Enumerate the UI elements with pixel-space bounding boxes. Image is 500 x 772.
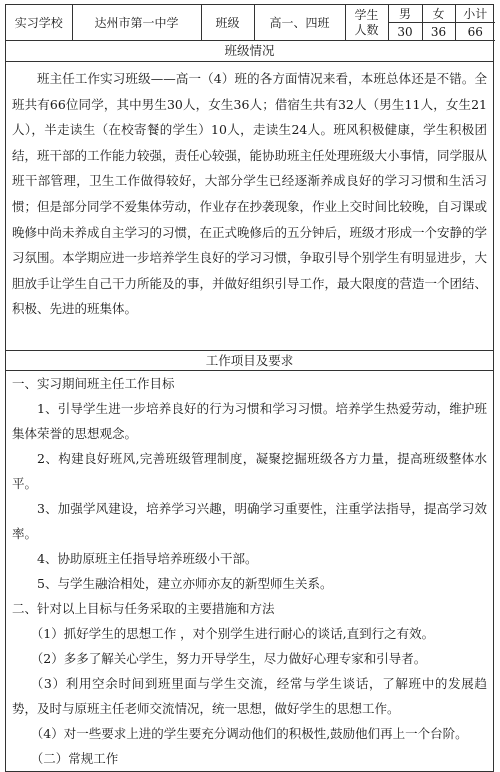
male-label: 男 <box>388 5 422 23</box>
students-label: 学生 人数 <box>345 5 388 41</box>
school-value: 达州市第一中学 <box>72 5 201 41</box>
goal-heading: 一、实习期间班主任工作目标 <box>12 376 175 391</box>
measure-item: （4）对一些要求上进的学生要充分调动他们的积极性,鼓励他们再上一个台阶。 <box>30 726 468 741</box>
male-count: 30 <box>388 23 422 41</box>
goal-item: 3、加强学风建设，培养学习兴趣，明确学习重要性，注重学法指导，提高学习效率。 <box>12 501 487 541</box>
goal-item: 2、构建良好班风,完善班级管理制度，凝聚挖掘班级各方力量，提高班级整体水平。 <box>12 451 487 491</box>
goal-item: 5、与学生融洽相处，建立亦师亦友的新型师生关系。 <box>37 576 333 591</box>
header-table <box>6 5 495 41</box>
requirements-title: 工作项目及要求 <box>6 351 493 371</box>
total-count: 66 <box>455 23 495 41</box>
goal-item: 4、协助原班主任指导培养班级小干部。 <box>37 551 258 566</box>
document-page <box>5 4 494 772</box>
school-label: 实习学校 <box>6 5 72 41</box>
measure-item: （2）多多了解关心学生，努力开导学生，尽力做好心理专家和引导者。 <box>30 651 427 666</box>
routine-heading: （二）常规工作 <box>30 751 119 766</box>
situation-title: 班级情况 <box>6 41 493 62</box>
measures-heading: 二、针对以上目标与任务采取的主要措施和方法 <box>12 601 275 616</box>
goal-item: 1、引导学生进一步培养良好的行为习惯和学习习惯。培养学生热爱劳动，维护班集体荣誉的思想观念。 <box>12 401 487 441</box>
measure-item: （3）利用空余时间到班里面与学生交流，经常与学生谈话，了解班中的发展趋势，及时与原班主任老师交流情况，统一思想，做好学生的思想工作。 <box>12 676 487 716</box>
total-label: 小计 <box>455 5 495 23</box>
female-count: 36 <box>422 23 455 41</box>
class-label: 班级 <box>201 5 254 41</box>
class-value: 高一、四班 <box>254 5 345 41</box>
requirements-body <box>6 371 493 771</box>
female-label: 女 <box>422 5 455 23</box>
situation-text: 班主任工作实习班级——高一（4）班的各方面情况来看，本班总体还是不错。全班共有66位同学，其中男生30人，女生36人；借宿生共有32人（男生11人，女生21人），半走读生（在校寄餐的学生）10人，走读生24人。班风积极健康，学生积极团结，班干部的工作能力较强，责任心较强，能协助班主任处理班级大小事情，同学服从班干部管理，卫生工作做得较好，大部分学生已经逐渐养成良好的学习习惯和生活习惯；但是部分同学不爱集体劳动，作业存在抄袭现象，作业上交时间比较晚，自习课或晚修中尚未养成自主学习的习惯，在正式晚修后的五分钟后，班级才形成一个安静的学习氛围。本学期应进一步培养学生良好的学习习惯，争取引导个别学生有明显进步，大胆放手让学生自己干力所能及的事，并做好组织引导工作，最大限度的营造一个团结、积极、先进的班集体。 <box>6 62 493 351</box>
measure-item: （1）抓好学生的思想工作 ，对个别学生进行耐心的谈话,直到行之有效。 <box>30 626 435 641</box>
